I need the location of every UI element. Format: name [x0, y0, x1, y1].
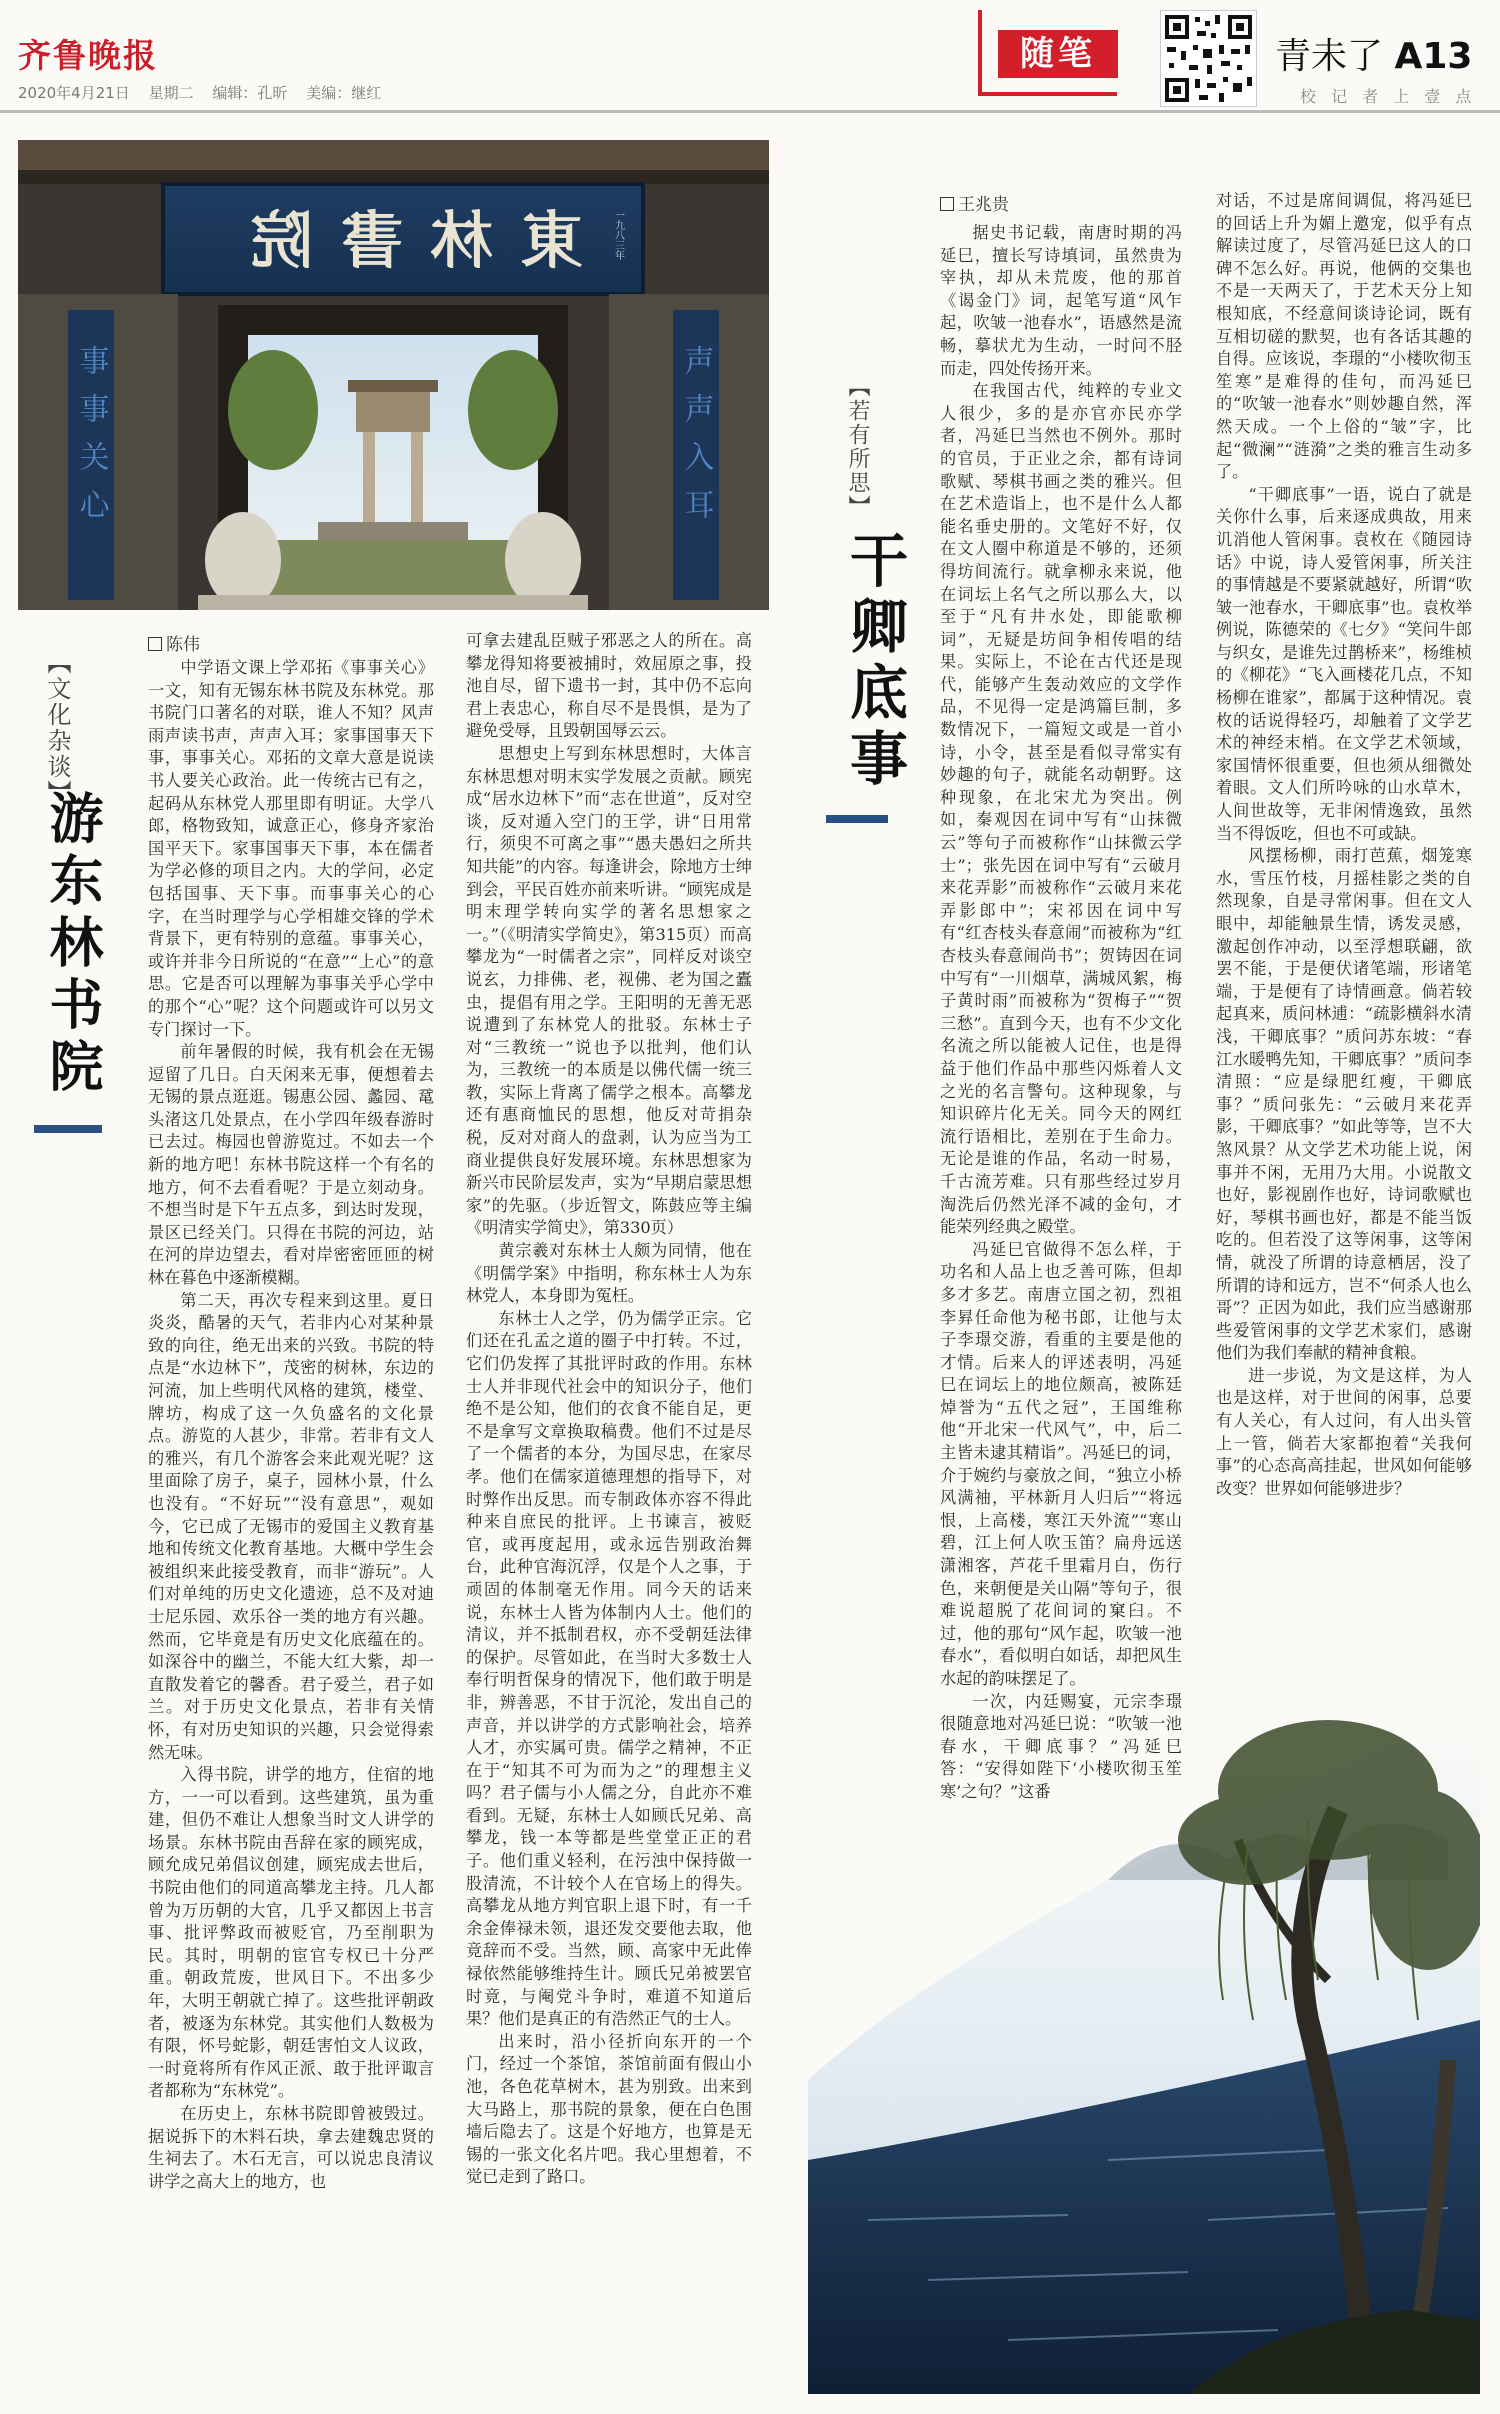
- paragraph: 思想史上写到东林思想时，大体言东林思想对明末实学发展之贡献。顾宪成“居水边林下”而“志在世道”，反对空谈，反对遁入空门的王学，讲“日用常行，须臾不可离之事”“愚夫愚妇之所共知共能”的内容。每逢讲会，除地方士绅到会，平民百姓亦前来听讲。“顾宪成是明末理学转向实学的著名思想家之一。”（《明清实学简史》，第315页）而高攀龙为“一时儒者之宗”，同样反对谈空说玄，力排佛、老，视佛、老为国之蠹虫，提倡有用之学。王阳明的无善无恶说遭到了东林党人的批驳。东林士子对“三教统一”说也予以批判，他们认为，三教统一的本质是以佛代儒一统三教，实际上背离了儒学之根本。高攀龙还有惠商恤民的思想，他反对苛捐杂税，反对对商人的盘剥，认为应当为工商业提供良好发展环境。东林思想家为新兴市民阶层发声，实为“早期启蒙思想家”的先驱。（步近智文，陈鼓应等主编《明清实学简史》，第330页）: [466, 743, 752, 1238]
- article-title-ganqing: 干卿底事: [840, 530, 908, 794]
- title-accent-bar-right: [826, 815, 888, 823]
- paragraph: 据史书记载，南唐时期的冯延巳，擅长写诗填词，虽然贵为宰执，却从未荒废，他的那首《谒金门》词，起笔写道“风乍起，吹皱一池春水”，语感然是流畅，摹状尤为生动，一时问不胫而走，四处传扬开来。: [940, 223, 1182, 378]
- edition-title: 青未了: [1275, 36, 1384, 77]
- right-couplet: 声声入耳: [678, 345, 714, 537]
- designer-credit: 美编：继红: [306, 84, 382, 102]
- paragraph: 前年暑假的时候，我有机会在无锡逗留了几日。白天闲来无事，便想着去无锡的景点逛逛。锡惠公园、蠡园、鼋头渚这几处景点，在小学四年级春游时已去过。梅园也曾游览过。不如去一个新的地方吧！东林书院这样一个有名的地方，何不去看看呢？于是立刻动身。不想当时是下午五点多，到达时发现，景区已经关门。只得在书院的河边，站在河的岸边望去，看对岸密密匝匝的树林在暮色中逐渐模糊。: [148, 1042, 434, 1288]
- paragraph: 可拿去建乱臣贼子邪恶之人的所在。高攀龙得知将要被捕时，效屈原之事，投池自尽，留下遗书一封，其中仍不忘向君上表忠心，称自尽不是畏惧，是为了避免受辱，且毁朝国辱云云。: [466, 631, 752, 741]
- qr-code[interactable]: [1160, 10, 1257, 107]
- paragraph: 一次，内廷赐宴，元宗李璟很随意地对冯延巳说：“吹皱一池春水，干卿底事？”冯延巳答：“安得如陛下‘小楼吹彻玉笙寒’之句？”这番: [940, 1691, 1182, 1801]
- section-tag: 随笔: [998, 30, 1118, 78]
- author-byline: [148, 630, 200, 655]
- issue-meta: [18, 82, 381, 103]
- paragraph: 入得书院，讲学的地方，住宿的地方，一一可以看到。这些建筑，虽为重建，但仍不难让人想象当时文人讲学的场景。东林书院由吾辞在家的顾宪成，顾允成兄弟倡议创建，顾宪成去世后，书院由他们的同道高攀龙主持。几人都曾为万历朝的大官，几乎又都因上书言事、批评弊政而被贬官，乃至削职为民。其时，明朝的宦官专权已十分严重。朝政荒废，世风日下。不出多少年，大明王朝就亡掉了。这些批评朝政者，被逐为东林党。其实他们人数极为有限，怀号蛇影，朝廷害怕文人议政，一时竟将所有作风正派、敢于批评诹言者都称为“东林党”。: [148, 1765, 434, 2101]
- paragraph: 进一步说，为文是这样，为人也是这样，对于世间的闲事，总要有人关心，有人过问，有人出头管上一管，倘若大家都抱着“关我何事”的心态高高挂起，世风如何能够改变？世界如何能够进步？: [1216, 1365, 1472, 1498]
- edition-header: [1275, 28, 1472, 79]
- editor-credit: 编辑：孔昕: [212, 84, 288, 102]
- article-column-2: [466, 630, 752, 2189]
- paragraph: 对话，不过是席间调侃，将冯延巳的回话上升为媚上邀宠，似乎有点解读过度了，尽管冯延巳这人的口碑不怎么好。再说，他俩的交集也不是一天两天了，于艺术天分上知根知底，不经意间谈诗论词，既有互相切磋的默契，也有各话其趣的自得。应该说，李璟的“小楼吹彻玉笙寒”是难得的佳句，而冯延巳的“吹皱一池春水”则妙趣自然，浑然天成。一个上俗的“皱”字，比起“微澜”“涟漪”之类的雅言生动多了。: [1216, 191, 1472, 482]
- newspaper-logo: 齐鲁晚报: [18, 36, 158, 75]
- academy-gate-photo: [18, 140, 769, 610]
- plaque-inscription: 一九八三年: [612, 210, 624, 260]
- author-name: 陈伟: [166, 635, 200, 655]
- paragraph: 第二天，再次专程来到这里。夏日炎炎，酷暑的天气，若非内心对某种景致的向往，绝无出来的兴致。书院的特点是“水边林下”，茂密的树林，东边的河流，加上些明代风格的建筑，楼堂、牌坊，构成了这一久负盛名的文化景点。游览的人甚少，非常。若非有文人的雅兴，有几个游客会来此观光呢？这里面除了房子，桌子，园林小景，什么也没有。“不好玩”“没有意思”，观如今，它已成了无锡市的爱国主义教育基地和传统文化教育基地。大概中学生会被组织来此接受教育，而非“游玩”。人们对单纯的历史文化遗迹，总不及对迪士尼乐园、欢乐谷一类的地方有兴趣。然而，它毕竟是有历史文化底蕴在的。如深谷中的幽兰，不能大红大紫，却一直散发着它的馨香。君子爱兰，君子如兰。对于历史文化景点，若非有关情怀，有对历史知识的兴趣，只会觉得索然无味。: [148, 1290, 434, 1762]
- paragraph: 出来时，沿小径折向东开的一个门，经过一个茶馆，茶馆前面有假山小池，各色花草树木，甚为别致。出来到大马路上，那书院的景象，便在白色围墙后隐去了。这是个好地方，也算是无锡的一张文化名片吧。我心里想着，不觉已走到了路口。: [466, 2031, 752, 2187]
- paragraph: 冯延巳官做得不怎么样，于功名和人品上也乏善可陈，但却多才多艺。南唐立国之初，烈祖李昪任命他为秘书郎，让他与太子李璟交游，看重的主要是他的才情。后来人的评述表明，冯延巳在词坛上的地位颇高，被陈廷焯誉为“五代之冠”，王国维称他“开北宋一代风气”，中，后二主皆未逮其精诣”。冯延巳的词，介于婉约与豪放之间，“独立小桥风满袖，平林新月人归后”“将远恨，上高楼，寒江天外流”“寒山碧，江上何人吹玉笛？扁舟远送潇湘客，芦花千里霜月白，伤行色，来朝便是关山隔”等句子，很难说超脱了花间词的窠臼。不过，他的那句“风乍起，吹皱一池春水”，看似明白如话，却把风生水起的韵味摆足了。: [940, 1239, 1182, 1688]
- plaque-text: 東林書院: [222, 204, 584, 277]
- issue-weekday: 星期二: [148, 84, 194, 102]
- byline-box-icon: [940, 197, 954, 211]
- paragraph: 在我国古代，纯粹的专业文人很少，多的是亦官亦民亦学者，冯延巳当然也不例外。那时的官员，于正业之余，都有诗词歌赋、琴棋书画之类的雅兴。但在艺术造诣上，也不是什么人都能名垂史册的。文笔好不好，仅在文人圈中称道是不够的，还须得坊间流行。就拿柳永来说，他在词坛上名气之所以那么大，以至于“凡有井水处，即能歌柳词”，无疑是坊间争相传唱的结果。实际上，不论在古代还是现代，能够产生轰动效应的文学作品，不见得一定是鸿篇巨制，多数情况下，一篇短文或是一首小诗，小令，甚至是看似寻常实有妙趣的句子，就能名动朝野。这种现象，在北宋尤为突出。例如，秦观因在词中写有“山抹微云”等句子而被称作“山抹微云学士”；张先因在词中写有“云破月来花弄影”而被称作“云破月来花弄影郎中”；宋祁因在词中写有“红杏枝头春意闹”而被称为“红杏枝头春意闹尚书”；贺铸因在词中写有“一川烟草，满城风絮，梅子黄时雨”而被称为“贺梅子”“贺三愁”。直到今天，也有不少文化名流之所以能被人记住，也是得益于他们作品中那些闪烁着人文之光的名言警句。这种现象，与知识碎片化无关。同今天的网红流行语相比，差别在于生命力。无论是谁的作品，名动一时易，千古流芳难。只有那些经过岁月淘洗后仍然光泽不减的金句，才能荣列经典之殿堂。: [940, 381, 1182, 1237]
- column-label-thoughts: 【若有所思】: [845, 375, 870, 519]
- paragraph: 风摆杨柳，雨打芭蕉，烟笼寒水，雪压竹枝，月摇桂影之类的自然现象，自是寻常闲事。但在文人眼中，却能触景生情，诱发灵感，激起创作冲动，以至浮想联翩，欲罢不能，于是便伏诸笔端，形诸笔端，于是便有了诗情画意。倘若较起真来，质问林逋：“疏影横斜水清浅，干卿底事？”质问苏东坡：“春江水暖鸭先知，干卿底事？”质问李清照：“应是绿肥红瘦，干卿底事？”质问张先：“云破月来花弄影，干卿底事？”如此等等，岂不大煞风景？从文学艺术功能上说，闲事并不闲，无用乃大用。小说散文也好，影视剧作也好，诗词歌赋也好，琴棋书画也好，都是不能当饭吃的。但若没了这等闲事，这等闲情，就没了所谓的诗意栖居，没了所谓的诗和远方，岂不“何杀人也么哥”？正因为如此，我们应当感谢那些爱管闲事的文学艺术家们，感谢他们为我们奉献的精神食粮。: [1216, 846, 1472, 1363]
- author-byline-right: [940, 190, 1009, 215]
- lakeside-willow-photo: [808, 1460, 1480, 2394]
- paragraph: “干卿底事”一语，说白了就是关你什么事，后来逐成典故，用来讥消他人管闲事。袁枚在《随园诗话》中说，诗人爱管闲事，所关注的事情越是不要紧就越好，所谓“吹皱一池春水，干卿底事”也。袁枚举例说，陈德荣的《七夕》“笑问牛郎与织女，是谁先过鹊桥来”，杨维桢的《柳花》“飞入画楼花几点，不知杨柳在谁家”，都属于这种情况。袁枚的话说得轻巧，却触着了文学艺术的神经末梢。在文学艺术领域，家国情怀很重要，但也须从细微处着眼。文人们所吟咏的山水草木，人间世故等，无非闲情逸致，虽然当不得饭吃，但也不可或缺。: [1216, 484, 1472, 843]
- title-accent-bar: [34, 1125, 102, 1133]
- reporter-credit: 校 记 者 上 壹 点: [1300, 87, 1472, 106]
- byline-box-icon: [148, 637, 162, 651]
- author-name: 王兆贵: [958, 195, 1009, 215]
- paragraph: 黄宗羲对东林士人颇为同情，他在《明儒学案》中指明，称东林士人为东林党人，本身即为冤枉。: [466, 1241, 752, 1306]
- article-title-donglin: 游东林书院: [41, 790, 104, 1100]
- left-couplet: 事事关心: [73, 345, 109, 537]
- column-label-culture: 【文化杂谈】: [43, 650, 71, 806]
- paragraph: 中学语文课上学邓拓《事事关心》一文，知有无锡东林书院及东林党。那书院门口著名的对联，谁人不知？风声雨声读书声，声声入耳；家事国事天下事，事事关心。邓拓的文章大意是说读书人要关心政治。此一传统古已有之，起码从东林党人那里即有明证。大学八郎，格物致知，诚意正心，修身齐家治国平天下。家事国事天下事，本在儒者为学必修的项目之内。大的学问，必定包括国事、天下事。而事事关心的心字，在当时理学与心学相雄交锋的学术背景下，更有特别的意蕴。事事关心，或许并非今日所说的“在意”“上心”的意思。它是否可以理解为事事关乎心学中的那个“心”呢？这个问题或许可以另文专门探讨一下。: [148, 658, 434, 1039]
- issue-date: 2020年4月21日: [18, 84, 130, 102]
- article-column-4: [1216, 190, 1472, 1500]
- article-column-1: [148, 657, 434, 2193]
- header-rule: [0, 110, 1500, 113]
- paragraph: 在历史上，东林书院即曾被毁过。据说拆下的木料石块，拿去建魏忠贤的生祠去了。木石无言，可以说忠良清议讲学之高大上的地方，也: [148, 2104, 434, 2191]
- page-number: A13: [1394, 36, 1473, 77]
- paragraph: 东林士人之学，仍为儒学正宗。它们还在孔孟之道的圈子中打转。不过，它们仍发挥了其批评时政的作用。东林士人并非现代社会中的知识分子，他们绝不是公知，他们的衣食不能自足，更不是拿写文章换取稿费。他们不过是尽了一个儒者的本分，为国尽忠，在家尽孝。他们在儒家道德理想的指导下，对时弊作出反思。而专制政体亦容不得此种来自庶民的批评。上书谏言，被贬官，或再度起用，或永远告别政治舞台，此种官海沉浮，仅是个人之事，于顽固的体制毫无作用。同今天的话来说，东林士人皆为体制内人士。他们的清议，并不抵制君权，亦不受朝廷法律的保护。尽管如此，在当时大多数士人奉行明哲保身的情况下，他们敢于明是非，辨善恶，不甘于沉沦，发出自己的声音，并以讲学的方式影响社会，培养人才，亦实属可贵。儒学之精神，不正在于“知其不可为而为之”的理想主义吗？君子儒与小人儒之分，自此亦不难看到。无疑，东林士人如顾氏兄弟、高攀龙，钱一本等都是些堂堂正正的君子。他们重义轻利，在污浊中保持做一股清流，不计较个人在官场上的得失。高攀龙从地方判官职上退下时，有一千余金俸禄未领，退还发交要他去取，他竟辞而不受。当然，顾、高家中无此俸禄依然能够维持生计。顾氏兄弟被罢官时竟，与阉党斗争时，难道不知道后果？他们是真正的有浩然正气的士人。: [466, 1308, 752, 2029]
